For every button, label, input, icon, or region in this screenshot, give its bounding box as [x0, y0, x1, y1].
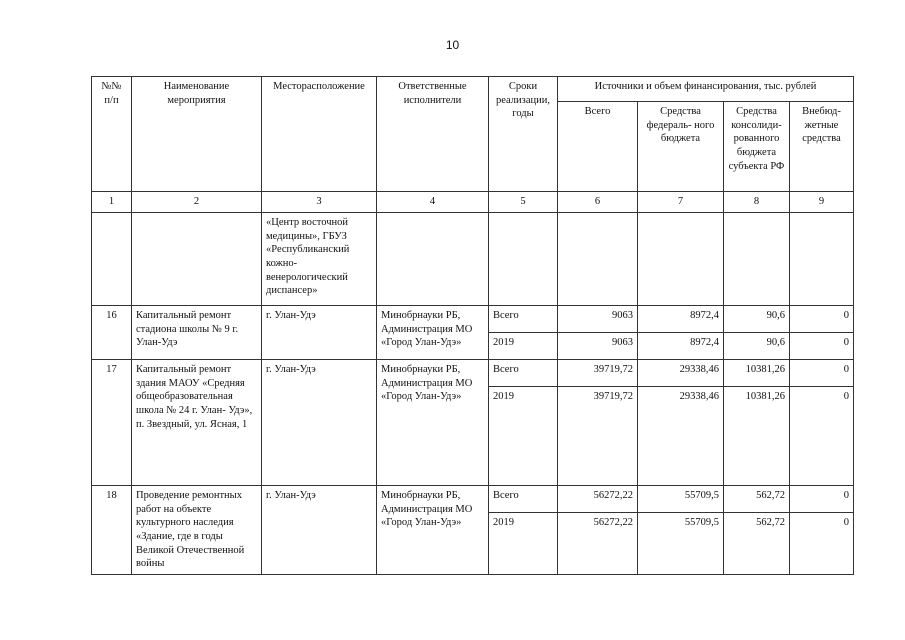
- table-row: [92, 360, 854, 387]
- cell-regional: 562,72: [724, 513, 790, 575]
- cell-extra: 0: [790, 513, 854, 575]
- column-number: 3: [262, 192, 377, 213]
- cell-federal: 55709,5: [638, 513, 724, 575]
- cell-total: 9063: [558, 333, 638, 360]
- cell-responsible: Минобрнауки РБ, Администрация МО «Город Улан-Удэ»: [377, 306, 489, 360]
- cell-total: 39719,72: [558, 360, 638, 387]
- cell-term: 2019: [489, 387, 558, 486]
- column-number: 7: [638, 192, 724, 213]
- cell-num: 16: [92, 306, 132, 360]
- page-number: 10: [445, 38, 460, 52]
- cell-location: г. Улан-Удэ: [262, 306, 377, 360]
- header-responsible: Ответственные исполнители: [377, 77, 489, 192]
- header-location: Месторасположение: [262, 77, 377, 192]
- cell-num: 18: [92, 486, 132, 575]
- header-row-top: [92, 77, 854, 102]
- cell-responsible: Минобрнауки РБ, Администрация МО «Город Улан-Удэ»: [377, 486, 489, 575]
- cell-term: 2019: [489, 333, 558, 360]
- cell-federal: 8972,4: [638, 333, 724, 360]
- cell-term: Всего: [489, 360, 558, 387]
- header-regional: Средства консолиди- рованного бюджета субъекта РФ: [724, 102, 790, 192]
- column-number: 1: [92, 192, 132, 213]
- financing-table: [91, 76, 854, 575]
- cell-extra: 0: [790, 360, 854, 387]
- cell-total: 9063: [558, 306, 638, 333]
- cell-empty: [724, 213, 790, 306]
- cell-federal: 29338,46: [638, 387, 724, 486]
- table-row: [92, 486, 854, 513]
- cell-federal: 55709,5: [638, 486, 724, 513]
- cell-federal: 8972,4: [638, 306, 724, 333]
- cell-empty: [638, 213, 724, 306]
- cell-num: 17: [92, 360, 132, 486]
- cell-regional: 90,6: [724, 333, 790, 360]
- cell-empty: [132, 213, 262, 306]
- cell-extra: 0: [790, 333, 854, 360]
- header-financing: Источники и объем финансирования, тыс. рублей: [558, 77, 854, 102]
- cell-empty: [92, 213, 132, 306]
- cell-regional: 10381,26: [724, 387, 790, 486]
- continuation-location: «Центр восточной медицины», ГБУЗ «Республиканский кожно- венерологический диспансер»: [262, 213, 377, 306]
- header-federal: Средства федераль- ного бюджета: [638, 102, 724, 192]
- cell-extra: 0: [790, 486, 854, 513]
- column-number: 4: [377, 192, 489, 213]
- cell-term: Всего: [489, 306, 558, 333]
- header-num: №№ п/п: [92, 77, 132, 192]
- table-row: [92, 306, 854, 333]
- header-terms: Сроки реализации, годы: [489, 77, 558, 192]
- cell-name: Проведение ремонтных работ на объекте культурного наследия «Здание, где в годы Великой Отечественной войны: [132, 486, 262, 575]
- cell-federal: 29338,46: [638, 360, 724, 387]
- continuation-row: [92, 213, 854, 306]
- cell-location: г. Улан-Удэ: [262, 486, 377, 575]
- column-number: 2: [132, 192, 262, 213]
- column-number: 9: [790, 192, 854, 213]
- header-name: Наименование мероприятия: [132, 77, 262, 192]
- cell-total: 39719,72: [558, 387, 638, 486]
- cell-name: Капитальный ремонт стадиона школы № 9 г. Улан-Удэ: [132, 306, 262, 360]
- column-number: 6: [558, 192, 638, 213]
- header-extra: Внебюд- жетные средства: [790, 102, 854, 192]
- cell-regional: 10381,26: [724, 360, 790, 387]
- column-number: 5: [489, 192, 558, 213]
- cell-empty: [558, 213, 638, 306]
- cell-extra: 0: [790, 306, 854, 333]
- cell-empty: [377, 213, 489, 306]
- cell-empty: [790, 213, 854, 306]
- cell-empty: [489, 213, 558, 306]
- cell-total: 56272,22: [558, 486, 638, 513]
- cell-total: 56272,22: [558, 513, 638, 575]
- cell-name: Капитальный ремонт здания МАОУ «Средняя общеобразовательная школа № 24 г. Улан- Удэ», п. Звездный, ул. Ясная, 1: [132, 360, 262, 486]
- cell-term: 2019: [489, 513, 558, 575]
- cell-responsible: Минобрнауки РБ, Администрация МО «Город Улан-Удэ»: [377, 360, 489, 486]
- cell-regional: 90,6: [724, 306, 790, 333]
- header-total: Всего: [558, 102, 638, 192]
- column-numbers-row: [92, 192, 854, 213]
- cell-location: г. Улан-Удэ: [262, 360, 377, 486]
- cell-regional: 562,72: [724, 486, 790, 513]
- column-number: 8: [724, 192, 790, 213]
- cell-extra: 0: [790, 387, 854, 486]
- cell-term: Всего: [489, 486, 558, 513]
